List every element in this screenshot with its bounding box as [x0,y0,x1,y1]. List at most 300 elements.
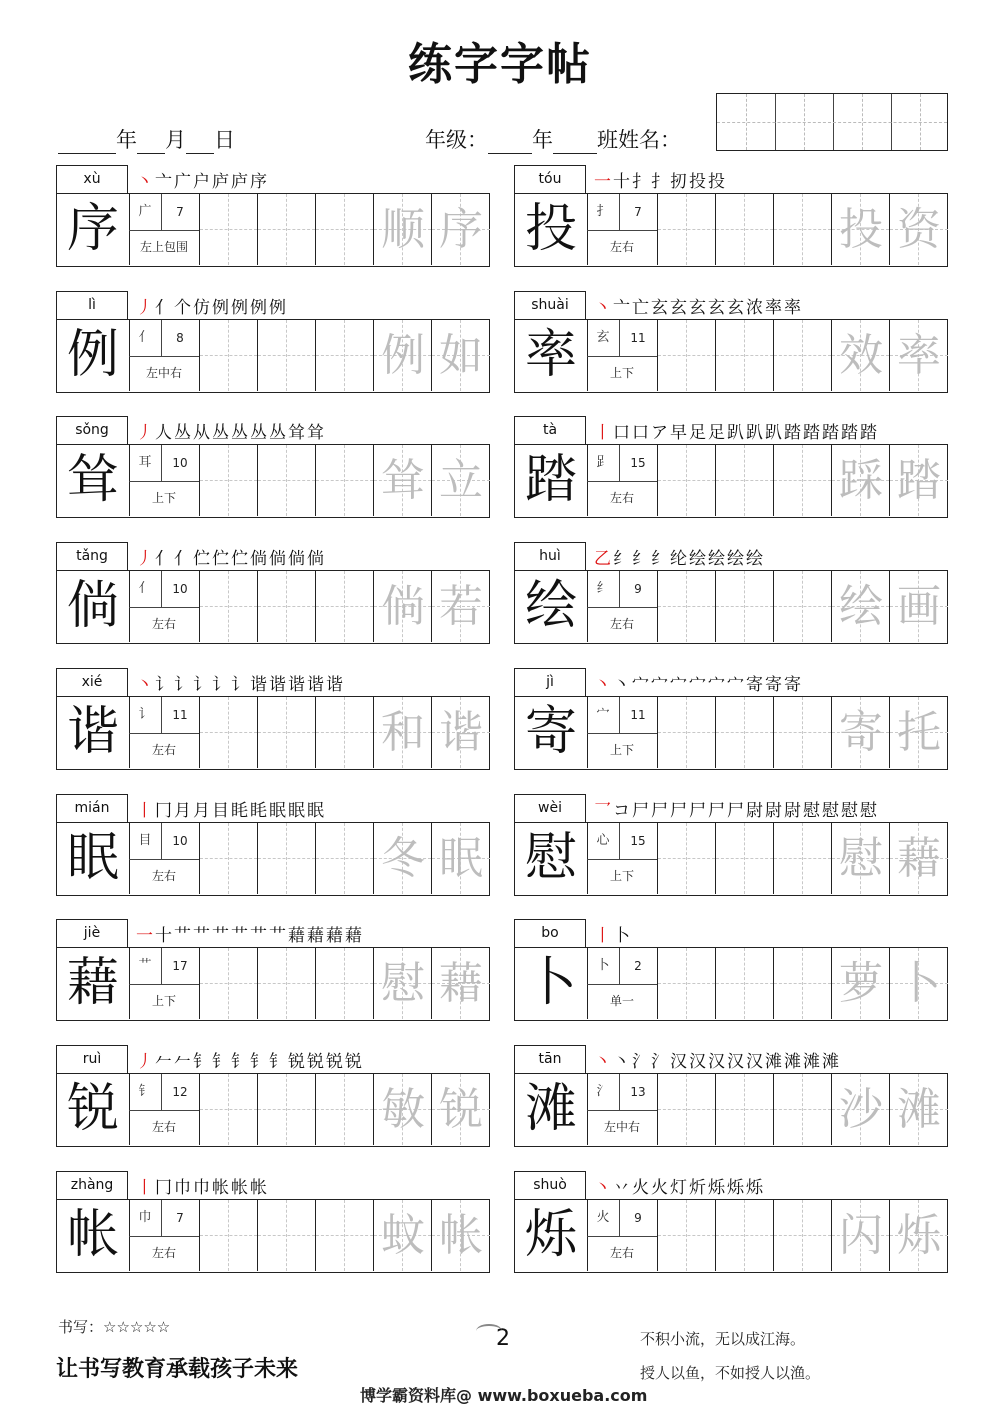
char-card [514,668,948,770]
writing-cell[interactable] [658,194,716,265]
stroke-step: 丛 [250,423,269,444]
stroke-step: 玄 [708,297,727,318]
practice-grid [514,193,948,267]
structure-label: 左中右 [603,1119,640,1134]
stroke-step: 率 [784,297,803,318]
stroke-step: 仿 [193,297,212,318]
writing-cell[interactable] [374,697,432,768]
writing-cell[interactable] [258,1200,316,1271]
writing-cell[interactable] [890,571,948,642]
pinyin-label: sǒng [56,416,128,444]
stroke-order [136,1173,269,1199]
trace-word-character: 画 [897,581,941,633]
trace-word-character: 冬 [381,832,425,884]
char-info [129,194,200,265]
writing-cell[interactable] [316,1200,374,1271]
stroke-count: 7 [161,194,199,231]
model-character: 寄 [515,697,588,768]
char-info [587,571,658,642]
practice-grid [514,444,948,518]
char-card [514,165,948,267]
practice-grid [56,193,490,267]
model-character: 绘 [515,571,588,642]
writing-cell[interactable] [316,194,374,265]
stroke-step: 宀 [727,674,746,695]
radical-label: 纟 [587,571,620,608]
radical-label: 火 [587,1200,620,1237]
practice-grid [56,822,490,896]
writing-cell[interactable] [716,1200,774,1271]
stroke-step: 庐 [212,172,231,192]
writing-cell[interactable] [200,948,258,1019]
quote-1: 不积小流，无以成江海。 [640,1330,806,1348]
stroke-step: 亠 [155,172,174,192]
stroke-step: 个 [174,297,193,318]
writing-cell[interactable] [258,445,316,516]
writing-cell[interactable] [716,320,774,391]
stroke-step: 玄 [727,297,746,318]
stroke-step: 丨 [136,800,155,821]
char-info [587,445,658,516]
trace-word-character: 资 [897,204,941,255]
stroke-count: 15 [619,445,657,482]
writing-cell[interactable] [200,1074,258,1145]
grade-year-label: 年 [532,128,553,152]
stroke-order [594,670,803,696]
writing-cell[interactable] [200,823,258,894]
stroke-step: 例 [250,297,269,318]
stroke-step: 烁 [708,1177,727,1198]
char-card [56,416,490,518]
stroke-step: 艹 [193,926,212,947]
practice-grid [56,1199,490,1273]
writing-cell[interactable] [658,320,716,391]
writing-cell[interactable] [890,1074,948,1145]
practice-grid [514,947,948,1021]
stroke-step: 汉 [708,1051,727,1072]
trace-word-character: 烁 [897,1209,941,1261]
writing-cell[interactable] [316,445,374,516]
writing-cell[interactable] [658,1200,716,1271]
writing-cell[interactable] [200,194,258,265]
stroke-step: 艹 [212,926,231,947]
stroke-step: 伫 [193,549,212,570]
stroke-order [594,1047,841,1073]
writing-cell[interactable] [716,1074,774,1145]
trace-word-character: 绘 [839,581,883,633]
writing-cell[interactable] [374,194,432,265]
stroke-step: 𠂉 [155,1051,174,1072]
writing-cell[interactable] [832,194,890,265]
writing-cell[interactable] [774,194,832,265]
writing-cell[interactable] [832,1200,890,1271]
writing-cell[interactable] [432,571,490,642]
model-character: 例 [57,320,130,391]
stroke-step: 滩 [784,1051,803,1072]
writing-cell[interactable] [716,948,774,1019]
structure-label: 左右 [151,1245,176,1260]
stroke-step: 讠 [155,674,174,695]
name-label: 姓名： [618,128,681,152]
writing-cell[interactable] [658,445,716,516]
writing-cell[interactable] [658,823,716,894]
practice-grid [56,696,490,770]
char-card [56,542,490,644]
writing-cell[interactable] [200,320,258,391]
stroke-step: 踏 [822,423,841,444]
stroke-step: 炘 [689,1177,708,1198]
stroke-step: 纶 [670,549,689,570]
writing-cell[interactable] [774,697,832,768]
stroke-step: 亻 [155,297,174,318]
writing-cell[interactable] [658,697,716,768]
writing-cell[interactable] [316,320,374,391]
writing-cell[interactable] [658,948,716,1019]
stroke-step: 眊 [250,800,269,821]
stroke-count: 2 [619,948,657,985]
writing-cell[interactable] [832,320,890,391]
char-card [514,542,948,644]
stroke-step: 艹 [231,926,250,947]
stroke-step: 玄 [689,297,708,318]
stroke-step: 户 [193,172,212,192]
writing-cell[interactable] [316,1074,374,1145]
writing-cell[interactable] [774,948,832,1019]
stroke-count: 11 [619,320,657,357]
structure-label: 左右 [609,491,634,506]
writing-cell[interactable] [374,571,432,642]
pinyin-label: huì [514,542,586,570]
writing-cell[interactable] [890,194,948,265]
pinyin-label: bo [514,919,586,947]
stroke-step: 踏 [784,423,803,444]
writing-cell[interactable] [374,823,432,894]
writing-cell[interactable] [716,823,774,894]
stroke-step: 绘 [727,549,746,570]
radical-label: 亻 [129,320,162,357]
trace-word-character: 顺 [381,204,425,255]
char-card [514,416,948,518]
stroke-step: 丛 [174,423,193,444]
writing-cell[interactable] [716,445,774,516]
stroke-step: 谐 [326,674,345,695]
stroke-step: 绘 [746,549,765,570]
stroke-step: 耸 [307,423,326,444]
pinyin-label: xù [56,165,128,193]
trace-word-character: 慰 [381,958,425,1010]
trace-word-character: 如 [439,329,483,381]
stroke-step: 十 [613,172,632,192]
writing-cell[interactable] [832,1074,890,1145]
writing-cell[interactable] [890,823,948,894]
stroke-step: 灯 [670,1177,689,1198]
model-character: 锐 [57,1074,130,1145]
stroke-count: 7 [619,194,657,231]
char-info [129,1200,200,1271]
radical-label: 艹 [129,948,162,985]
writing-cell[interactable] [374,1200,432,1271]
stroke-step: 钅 [250,1051,269,1072]
stroke-step: 序 [250,172,269,192]
pinyin-label: tóu [514,165,586,193]
structure-label: 上下 [609,868,634,883]
day-label: 日 [214,128,235,152]
stroke-step: 谐 [307,674,326,695]
radical-label: 亻 [129,571,162,608]
stroke-step: 讠 [212,674,231,695]
writing-cell[interactable] [316,823,374,894]
stroke-step: 例 [269,297,288,318]
month-blank[interactable] [137,129,165,154]
writing-cell[interactable] [432,194,490,265]
stroke-step: 火 [651,1177,670,1198]
writing-cell[interactable] [258,194,316,265]
year-blank[interactable] [58,129,116,154]
radical-label: 目 [129,823,162,860]
writing-cell[interactable] [374,1074,432,1145]
writing-cell[interactable] [258,320,316,391]
stroke-step: 月 [174,800,193,821]
stroke-step: 亻 [174,549,193,570]
stroke-step: 宀 [632,674,651,695]
stroke-step: 讠 [174,674,193,695]
writing-cell[interactable] [316,948,374,1019]
writing-cell[interactable] [774,445,832,516]
char-info [587,697,658,768]
structure-label: 上下 [151,491,176,506]
char-card [56,1171,490,1273]
structure-label: 单一 [609,994,634,1009]
trace-word-character: 耸 [381,455,425,507]
writing-cell[interactable] [432,823,490,894]
writing-cell[interactable] [832,571,890,642]
stroke-step: 丿 [136,549,155,570]
model-character: 卜 [515,948,588,1019]
writing-cell[interactable] [890,697,948,768]
stroke-step: 广 [174,172,193,192]
stroke-step: 趴 [727,423,746,444]
practice-grid [56,570,490,644]
stroke-step: 眠 [307,800,326,821]
writing-cell[interactable] [200,571,258,642]
writing-cell[interactable] [200,1200,258,1271]
writing-cell[interactable] [890,1200,948,1271]
pinyin-label: lì [56,291,128,319]
writing-cell[interactable] [890,320,948,391]
name-grid[interactable] [716,93,948,151]
stroke-step: 钅 [269,1051,288,1072]
char-info [129,697,200,768]
trace-word-character: 藉 [439,958,483,1010]
writing-cell[interactable] [774,1074,832,1145]
writing-cell[interactable] [774,320,832,391]
radical-label: 扌 [587,194,620,231]
trace-word-character: 率 [897,329,941,381]
practice-grid [514,570,948,644]
char-card [514,919,948,1021]
stroke-count: 8 [161,320,199,357]
stroke-step: 尸 [651,800,670,821]
stroke-order [136,544,326,570]
rating-stars[interactable]: 书写：☆☆☆☆☆ [58,1318,171,1336]
radical-label: 氵 [587,1074,620,1111]
writing-cell[interactable] [890,445,948,516]
trace-word-character: 藉 [897,832,941,884]
quote-2: 授人以鱼，不如授人以渔。 [640,1364,821,1382]
stroke-step: 丛 [269,423,288,444]
stroke-step: 尉 [784,800,803,821]
stroke-step: 烁 [727,1177,746,1198]
stroke-step: 倘 [269,549,288,570]
writing-cell[interactable] [890,948,948,1019]
structure-label: 左右 [151,742,176,757]
model-character: 踏 [515,445,588,516]
stroke-count: 9 [619,1200,657,1237]
trace-word-character: 踩 [839,455,883,507]
stroke-step: 藉 [326,926,345,947]
practice-grid [514,1073,948,1147]
stroke-count: 12 [161,1074,199,1111]
writing-cell[interactable] [658,1074,716,1145]
model-character: 耸 [57,445,130,516]
stroke-step: 谐 [250,674,269,695]
writing-cell[interactable] [716,571,774,642]
structure-label: 左中右 [145,365,182,380]
trace-word-character: 锐 [439,1083,483,1135]
writing-cell[interactable] [200,445,258,516]
stroke-order [136,293,288,319]
trace-word-character: 谐 [439,706,483,758]
writing-cell[interactable] [374,445,432,516]
stroke-step: 月 [193,800,212,821]
writing-cell[interactable] [432,1200,490,1271]
char-card [56,794,490,896]
stroke-step: 慰 [803,800,822,821]
writing-cell[interactable] [316,571,374,642]
char-card [56,1045,490,1147]
practice-grid [56,1073,490,1147]
stroke-step: 口 [632,423,651,444]
writing-cell[interactable] [774,1200,832,1271]
writing-cell[interactable] [432,445,490,516]
model-character: 投 [515,194,588,265]
month-label: 月 [165,128,186,152]
stroke-order [136,1047,364,1073]
char-info [587,1074,658,1145]
stroke-step: 慰 [860,800,879,821]
writing-cell[interactable] [832,445,890,516]
writing-cell[interactable] [432,1074,490,1145]
stroke-step: 钅 [231,1051,250,1072]
writing-cell[interactable] [316,697,374,768]
pinyin-label: jiè [56,919,128,947]
structure-label: 左右 [151,868,176,883]
writing-cell[interactable] [832,823,890,894]
writing-cell[interactable] [432,948,490,1019]
writing-cell[interactable] [258,823,316,894]
grade-blank[interactable] [488,129,532,154]
writing-cell[interactable] [258,697,316,768]
writing-cell[interactable] [774,571,832,642]
stroke-step: 艹 [250,926,269,947]
trace-word-character: 踏 [897,455,941,507]
stroke-step: 氵 [651,1051,670,1072]
stroke-step: 锐 [288,1051,307,1072]
trace-word-character: 和 [381,706,425,758]
stroke-step: 乙 [594,549,613,570]
stroke-order [136,670,345,696]
stroke-step: 巾 [174,1177,193,1198]
stroke-step: 艹 [174,926,193,947]
class-blank[interactable] [553,129,597,154]
char-info [129,948,200,1019]
stroke-step: 一 [136,926,155,947]
date-line [58,124,235,154]
stroke-step: 藉 [307,926,326,947]
stroke-step: 烁 [746,1177,765,1198]
stroke-step: 火 [632,1177,651,1198]
day-blank[interactable] [186,129,214,154]
stroke-step: 眠 [269,800,288,821]
stroke-step: 丷 [613,1177,632,1198]
writing-cell[interactable] [774,823,832,894]
trace-word-character: 沙 [839,1083,883,1135]
stroke-step: 慰 [841,800,860,821]
radical-label: 玄 [587,320,620,357]
writing-cell[interactable] [258,1074,316,1145]
stroke-step: 丛 [231,423,250,444]
writing-cell[interactable] [832,697,890,768]
stroke-step: 藉 [288,926,307,947]
char-card [56,668,490,770]
stroke-step: 尸 [689,800,708,821]
stroke-step: 丿 [136,297,155,318]
pinyin-label: ruì [56,1045,128,1073]
stroke-step: 藉 [345,926,364,947]
model-character: 谐 [57,697,130,768]
writing-cell[interactable] [432,697,490,768]
writing-cell[interactable] [716,194,774,265]
trace-word-character: 立 [439,455,483,507]
pinyin-label: tǎng [56,542,128,570]
trace-word-character: 萝 [839,958,883,1010]
writing-cell[interactable] [258,948,316,1019]
writing-cell[interactable] [200,697,258,768]
char-info [129,823,200,894]
stroke-count: 10 [161,571,199,608]
writing-cell[interactable] [658,571,716,642]
structure-label: 左右 [151,617,176,632]
writing-cell[interactable] [374,948,432,1019]
writing-cell[interactable] [832,948,890,1019]
stroke-order [594,418,879,444]
stroke-step: 寄 [784,674,803,695]
stroke-step: 丶 [594,297,613,318]
stroke-step: 锐 [345,1051,364,1072]
stroke-step: 卜 [613,926,632,947]
radical-label: 钅 [129,1074,162,1111]
char-card [56,291,490,393]
stroke-step: 眊 [231,800,250,821]
writing-cell[interactable] [374,320,432,391]
writing-cell[interactable] [716,697,774,768]
stroke-order [136,921,364,947]
writing-cell[interactable] [258,571,316,642]
pinyin-label: tà [514,416,586,444]
writing-cell[interactable] [432,320,490,391]
practice-grid [514,696,948,770]
stroke-step: コ [613,800,632,821]
